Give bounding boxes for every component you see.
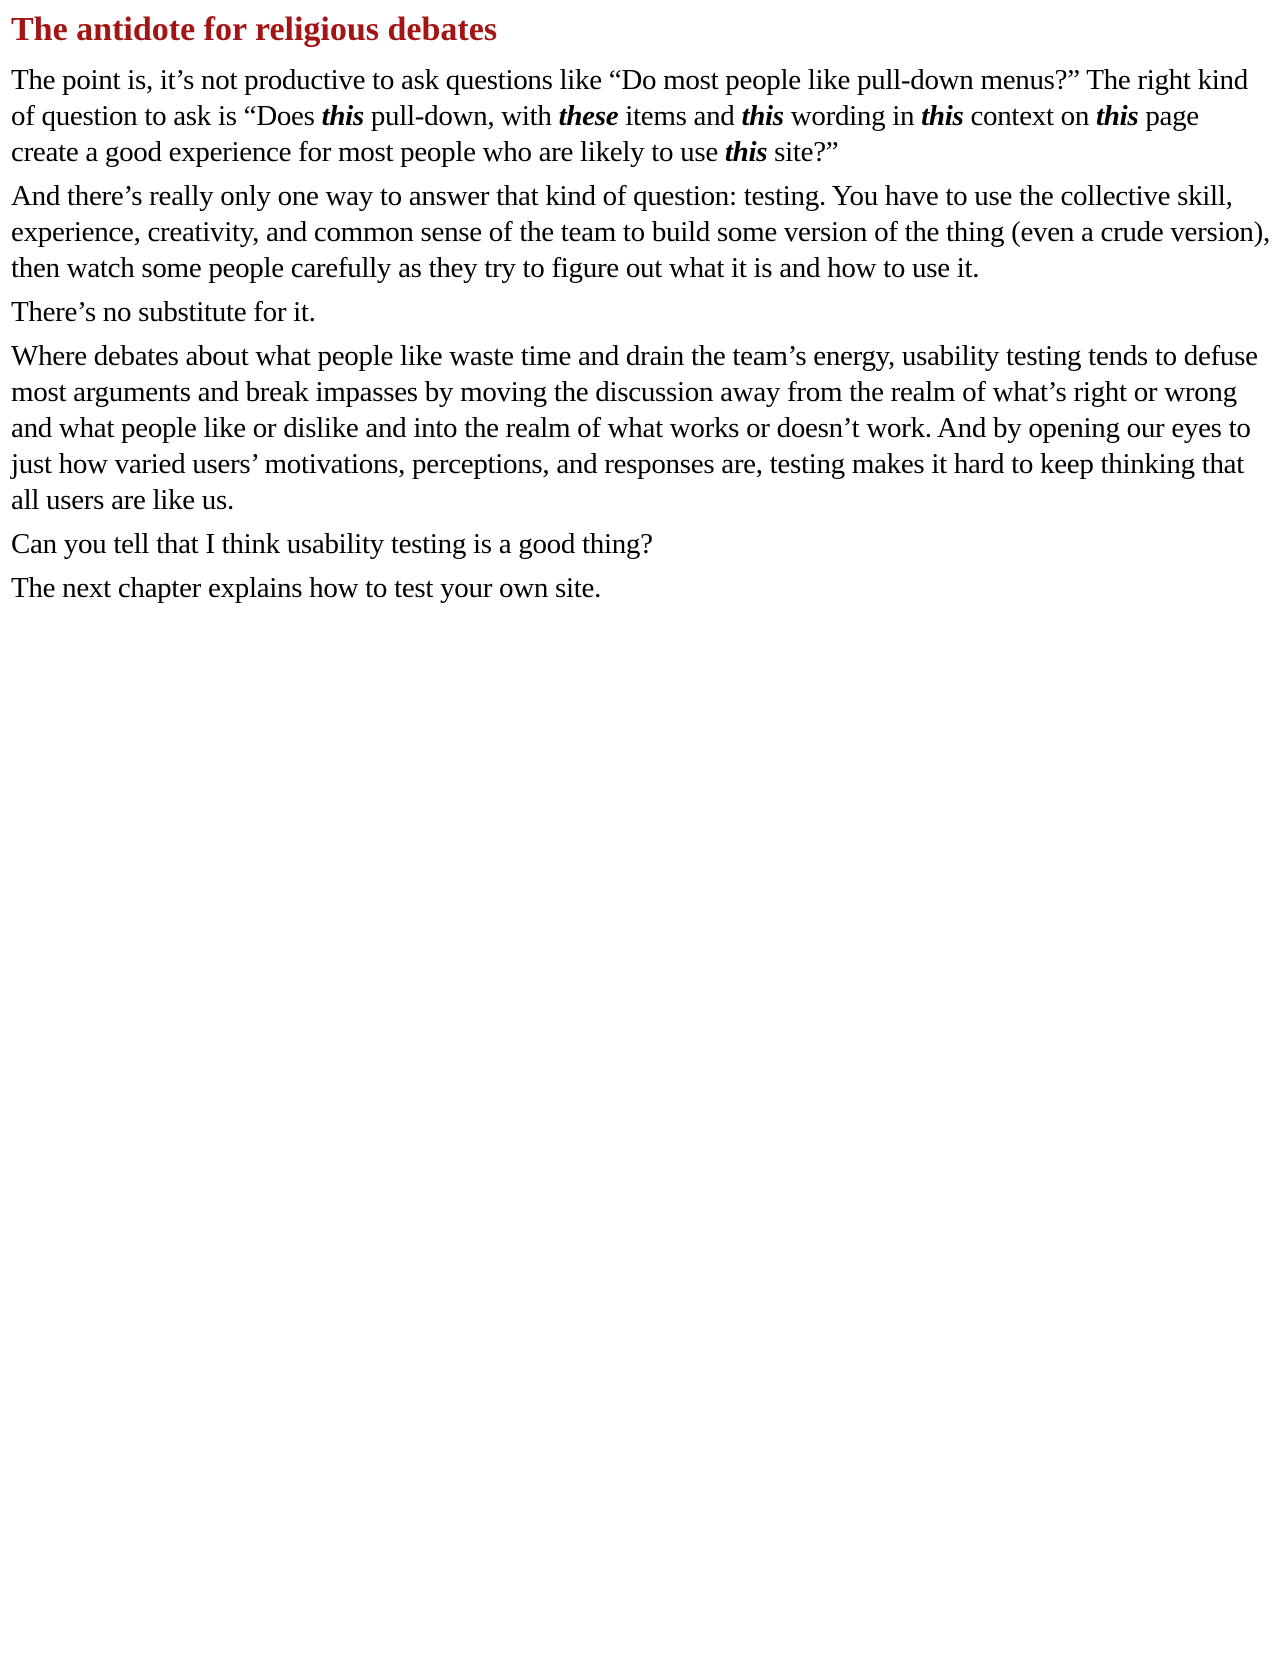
emphasis-text: this xyxy=(921,100,964,132)
paragraph-text: context on xyxy=(963,100,1097,132)
paragraph-no-substitute: There’s no substitute for it. xyxy=(11,296,316,328)
emphasis-text: this xyxy=(741,100,784,132)
paragraph-next-chapter: The next chapter explains how to test your own site. xyxy=(11,572,602,604)
emphasis-text: these xyxy=(558,100,619,132)
paragraph-text: items and xyxy=(618,100,742,132)
paragraph-debates: Where debates about what people like waste time and drain the team’s energy, usability testing tends to defuse most arguments and break impasses by moving the discussion away from the realm of what’s right or wrong and what people like or dislike and into the realm of what works or doesn’t work. And by opening our eyes to just how varied users’ motivations, perceptions, and responses are, testing makes it hard to keep thinking that all users are like us. xyxy=(11,340,1258,516)
paragraph-text: wording in xyxy=(783,100,922,132)
emphasis-text: this xyxy=(724,136,768,168)
document-page xyxy=(11,8,1273,614)
paragraph-question-framing xyxy=(11,62,1273,170)
paragraph-testing: And there’s really only one way to answer that kind of question: testing. You have to use the collective skill, experience, creativity, and common sense of the team to build some version of the thing (even a crude version), then watch some people carefully as they try to figure out what it is and how to use it. xyxy=(11,180,1270,284)
paragraph-text: site?” xyxy=(767,136,839,168)
paragraph-good-thing: Can you tell that I think usability testing is a good thing? xyxy=(11,528,653,560)
emphasis-text: this xyxy=(1096,100,1139,132)
section-heading: The antidote for religious debates xyxy=(11,11,498,48)
paragraph-text: The point is, it’s not productive to ask questions like “Do most people like pull-down menus?” The right kind of question to ask is “Does xyxy=(11,64,1248,132)
emphasis-text: this xyxy=(321,100,364,132)
paragraph-text: pull-down, with xyxy=(363,100,559,132)
paragraph-text: page create a good experience for most people who are likely to use xyxy=(11,100,1199,168)
